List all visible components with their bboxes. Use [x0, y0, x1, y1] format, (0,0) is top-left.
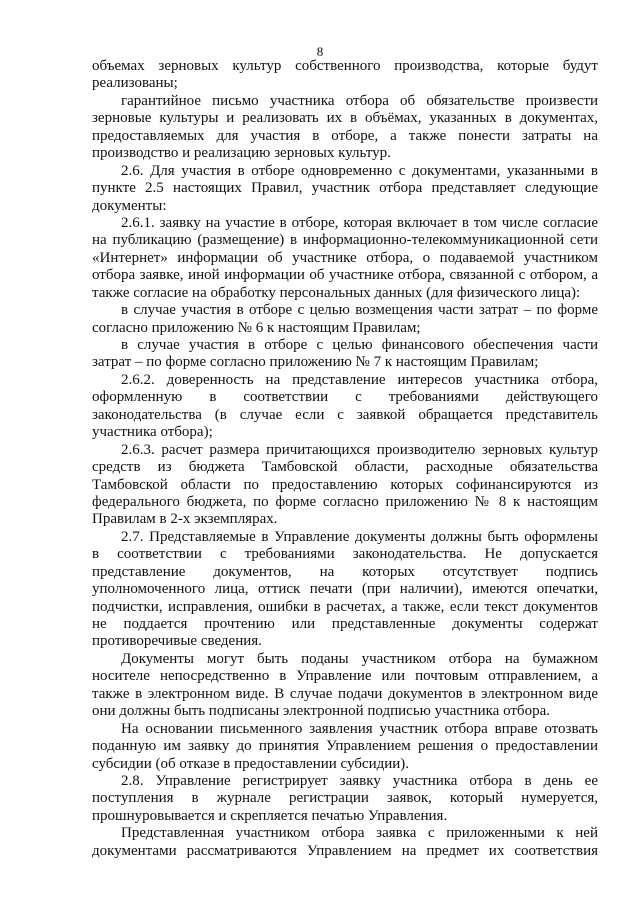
- text-line: предоставляемых для участия в отборе, а также понести затраты на: [92, 127, 598, 144]
- text-line: федерального бюджета, по форме согласно приложению № 8 к настоящим: [92, 493, 598, 510]
- text-line: 2.6.2. доверенность на представление интересов участника отбора,: [121, 371, 598, 388]
- text-line: Тамбовской области по предоставлению которых софинансируются из: [92, 476, 598, 493]
- text-line: противоречивые сведения.: [92, 633, 262, 650]
- text-line: подчистки, исправления, ошибки в расчетах, а также, если текст документов: [92, 598, 598, 615]
- text-line: поданную им заявку до принятия Управлением решения о предоставлении: [92, 738, 598, 755]
- text-line: реализованы;: [92, 75, 178, 92]
- text-line: представление документов, на которых отсутствует подпись: [92, 563, 598, 580]
- text-line: согласно приложению № 6 к настоящим Правилам;: [92, 319, 421, 336]
- text-line: «Интернет» информации об участнике отбора, о подаваемой участником: [92, 249, 598, 266]
- text-line: Правилам в 2-х экземплярах.: [92, 511, 278, 528]
- text-line: на публикацию (размещение) в информационно-телекоммуникационной сети: [92, 232, 598, 249]
- text-line: затрат – по форме согласно приложению № 7 к настоящим Правилам;: [92, 354, 539, 371]
- text-line: носителе непосредственно в Управление или почтовым отправлением, а: [92, 668, 598, 685]
- text-line: 2.6.1. заявку на участие в отборе, которая включает в том числе согласие: [121, 214, 598, 231]
- text-line: также согласие на обработку персональных данных (для физического лица):: [92, 284, 581, 301]
- text-line: объемах зерновых культур собственного производства, которые будут: [92, 58, 598, 74]
- text-line: пункте 2.5 настоящих Правил, участник отбора представляет следующие: [92, 180, 598, 197]
- text-line: отбора заявке, иной информации об участнике отбора, связанной с отбором, а: [92, 267, 598, 284]
- text-line: в случае участия в отборе с целью возмещения части затрат – по форме: [121, 302, 598, 319]
- text-line: они должны быть подписаны электронной подписью участника отбора.: [92, 703, 550, 720]
- text-line: Представленная участником отбора заявка с приложенными к ней: [121, 825, 598, 842]
- text-line: оформленную в соответствии с требованиями действующего: [92, 389, 598, 406]
- text-line: гарантийное письмо участника отбора об обязательстве произвести: [121, 92, 598, 109]
- text-line: зерновые культуры и реализовать их в объёмах, указанных в документах,: [92, 110, 598, 127]
- text-line: На основании письменного заявления участник отбора вправе отозвать: [121, 720, 598, 737]
- text-line: прошнуровывается и скрепляется печатью Управления.: [92, 807, 448, 824]
- text-line: в соответствии с требованиями законодательства. Не допускается: [92, 546, 598, 563]
- text-line: 2.6. Для участия в отборе одновременно с документами, указанными в: [121, 162, 598, 179]
- text-line: законодательства (в случае если с заявкой обращается представитель: [92, 406, 598, 423]
- text-line: средств из бюджета Тамбовской области, расходные обязательства: [92, 459, 598, 476]
- text-line: Документы могут быть поданы участником отбора на бумажном: [121, 650, 598, 667]
- text-line: производство и реализацию зерновых культур.: [92, 145, 391, 162]
- text-line: также в электронном виде. В случае подачи документов в электронном виде: [92, 685, 598, 702]
- text-line: поступления в журнале регистрации заявок, который нумеруется,: [92, 790, 598, 807]
- text-line: уполномоченного лица, оттиск печати (при наличии), имеются опечатки,: [92, 581, 598, 598]
- text-line: документы:: [92, 197, 167, 214]
- text-line: 2.8. Управление регистрирует заявку участника отбора в день ее: [121, 772, 598, 789]
- text-line: участника отбора);: [92, 424, 213, 441]
- text-line: в случае участия в отборе с целью финансового обеспечения части: [121, 337, 598, 353]
- page-number: 8: [316, 44, 324, 59]
- document-body: [92, 58, 598, 860]
- text-line: 2.7. Представляемые в Управление документы должны быть оформлены: [121, 528, 598, 545]
- text-line: субсидии (об отказе в предоставлении субсидии).: [92, 755, 410, 772]
- text-line: документами рассматриваются Управлением на предмет их соответствия: [92, 842, 598, 859]
- text-line: 2.6.3. расчет размера причитающихся производителю зерновых культур: [121, 441, 598, 458]
- text-line: не поддается прочтению или представленные документы содержат: [92, 616, 598, 632]
